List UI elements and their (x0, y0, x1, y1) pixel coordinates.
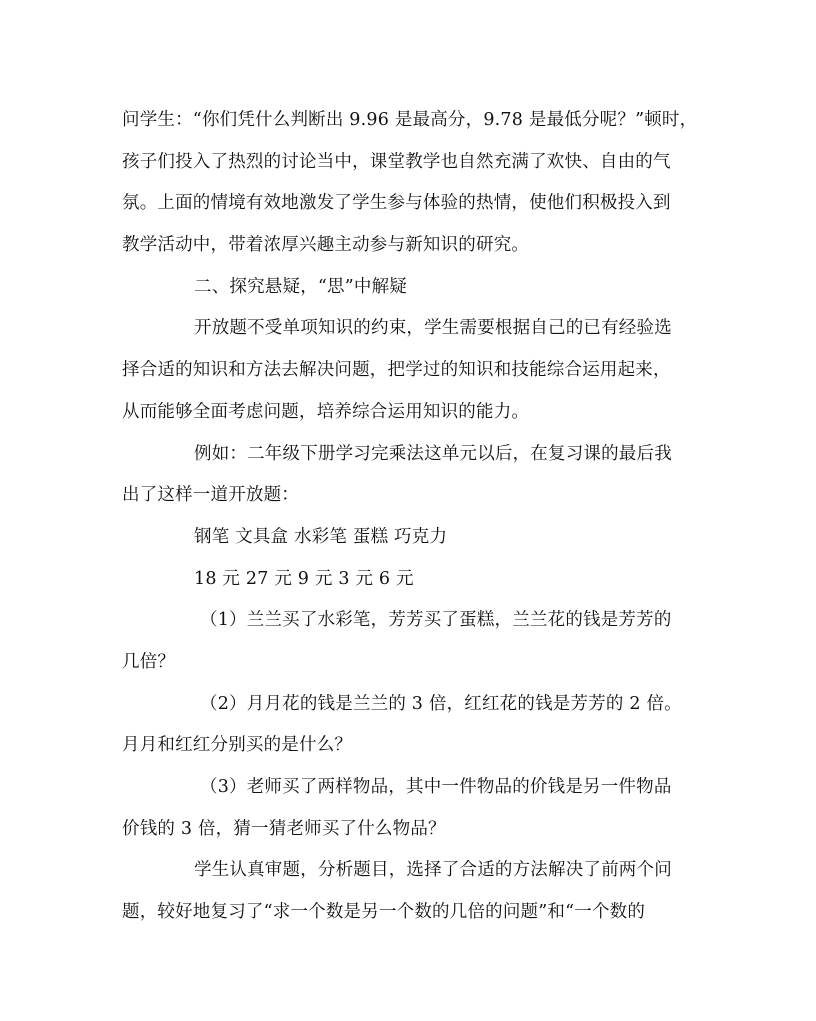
paragraph-line: 择合适的知识和方法去解决问题，把学过的知识和技能综合运用起来， (122, 360, 671, 381)
paragraph-line: 例如：二年级下册学习完乘法这单元以后，在复习课的最后我 (194, 443, 672, 464)
question-line: （3）老师买了两样物品，其中一件物品的价钱是另一件物品 (200, 777, 672, 797)
price-list-line: 18 元 27 元 9 元 3 元 6 元 (194, 568, 414, 589)
section-heading: 二、探究悬疑，“思”中解疑 (194, 276, 407, 297)
question-line: 几倍？ (122, 651, 176, 672)
item-list-line: 钢笔 文具盒 水彩笔 蛋糕 巧克力 (194, 526, 448, 547)
question-line: 价钱的 3 倍，猜一猜老师买了什么物品？ (122, 818, 446, 839)
paragraph-line: 出了这样一道开放题： (122, 485, 299, 506)
paragraph-line: 问学生：“你们凭什么判断出 9.96 是最高分，9.78 是最低分呢？”顿时， (122, 110, 698, 130)
paragraph-line: 学生认真审题，分析题目，选择了合适的方法解决了前两个问 (194, 860, 672, 881)
document-body (122, 100, 702, 934)
paragraph-line: 教学活动中，带着浓厚兴趣主动参与新知识的研究。 (122, 235, 530, 256)
paragraph-line: 氛。上面的情境有效地激发了学生参与体验的热情，使他们积极投入到 (122, 193, 671, 214)
question-line: （2）月月花的钱是兰兰的 3 倍，红红花的钱是芳芳的 2 倍。 (200, 693, 682, 714)
question-line: （1）兰兰买了水彩笔，芳芳买了蛋糕，兰兰花的钱是芳芳的 (200, 610, 672, 631)
paragraph-line: 题，较好地复习了“求一个数是另一个数的几倍的问题”和“一个数的 (122, 902, 646, 923)
paragraph-line: 孩子们投入了热烈的讨论当中，课堂教学也自然充满了欢快、自由的气 (122, 151, 671, 172)
paragraph-line: 开放题不受单项知识的约束，学生需要根据自己的已有经验选 (194, 318, 672, 339)
paragraph-line: 从而能够全面考虑问题，培养综合运用知识的能力。 (122, 401, 530, 422)
question-line: 月月和红红分别买的是什么？ (122, 735, 353, 756)
